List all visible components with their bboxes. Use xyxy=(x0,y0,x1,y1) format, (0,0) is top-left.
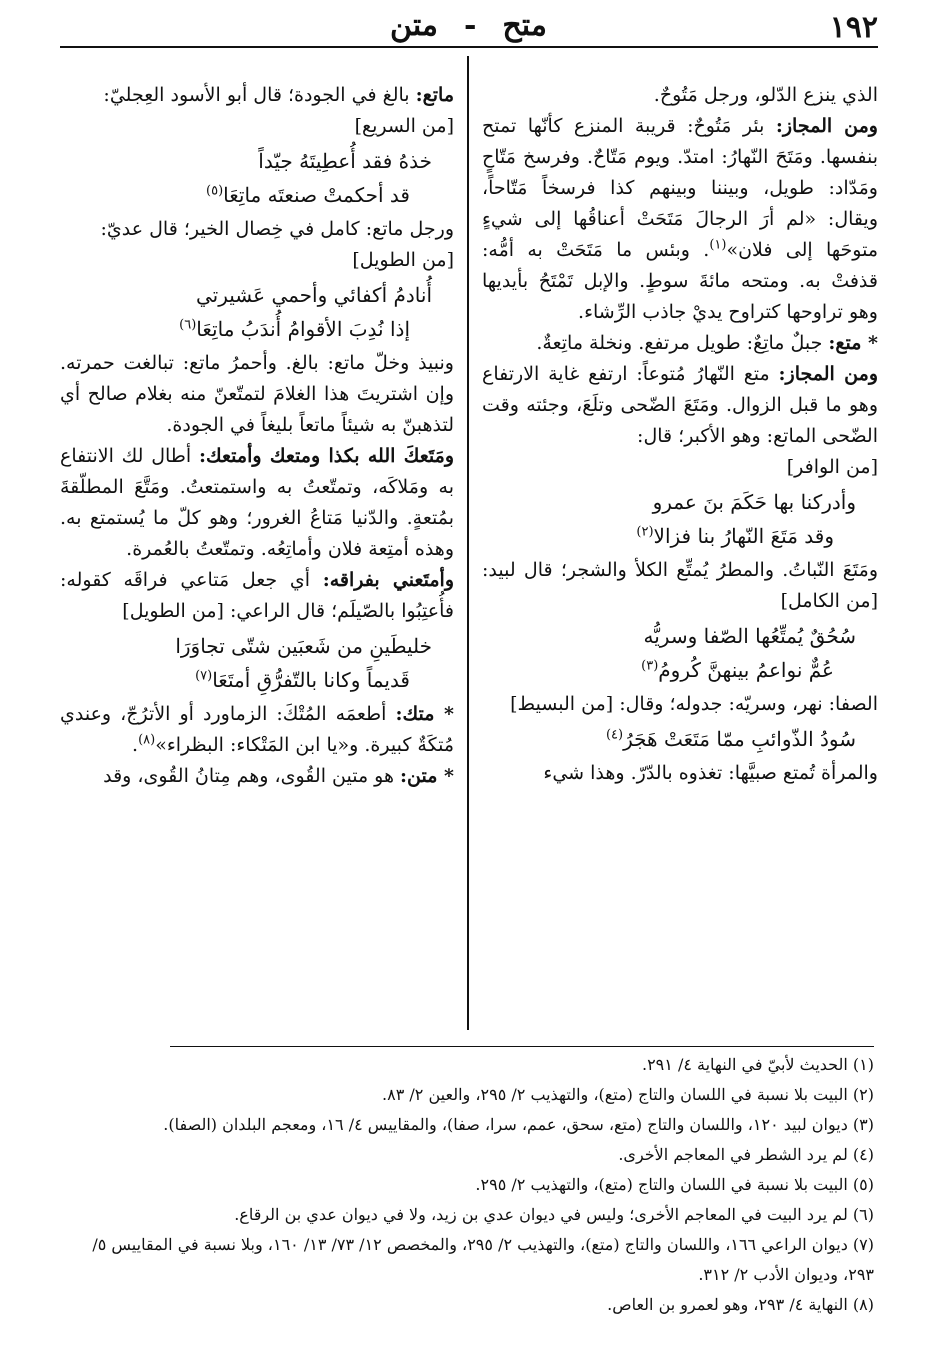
paragraph xyxy=(482,359,878,452)
verse-hemistich: سُحُقٌ يُمتِّعُها الصّفا وسريُّه xyxy=(643,624,856,648)
entry-heading: ومن المجاز: xyxy=(775,115,878,137)
paragraph: والمرأة تُمتع صبيَّها: تغذوه بالدّرّ. وهذا شيء xyxy=(543,762,878,784)
entry-text: جبلٌ ماتِعٌ: طويل مرتفع. ونخلة ماتِعةٌ. xyxy=(536,332,829,354)
footnote: (٤) لم يرد الشطر في المعاجم الأخرى. xyxy=(618,1145,874,1164)
footnote: (١) الحديث لأبيّ في النهاية ٤/ ٢٩١. xyxy=(641,1055,874,1074)
footnote: (٨) النهاية ٤/ ٢٩٣، وهو لعمرو بن العاص. xyxy=(607,1295,874,1314)
paragraph: ومَتَعَ النّباتُ. والمطرُ يُمتِّع الكلأ والشجر؛ قال لبيد: [من الكامل] xyxy=(482,559,878,612)
footnote: (٧) ديوان الراعي ١٦٦، واللسان والتاج (متع)، والتهذيب ٢/ ٢٩٥، والمخصص ١٢/ ٧٣/ ١٣/ ١٦٠، وبلا نسبة في المقاييس ٥/ ٢٩٣، وديوان الأدب ٢/ ٣١٢. xyxy=(92,1235,874,1284)
entry-heading: * متن: xyxy=(400,765,454,787)
verse-hemistich: أُنادمُ أكفائي وأحمي عَشيرتي xyxy=(196,283,432,307)
paragraph xyxy=(60,80,454,111)
verse-hemistich xyxy=(60,178,454,212)
page-header xyxy=(60,6,878,48)
running-head-second: متن xyxy=(390,8,438,43)
paragraph xyxy=(60,565,454,627)
page-number: ١٩٢ xyxy=(829,10,878,45)
verse-hemistich: وأدركنا بها حَكَمَ بنَ عمرو xyxy=(652,490,856,514)
verse-hemistich: خليطَينِ من شَعبَين شتّى تجاوَرَا xyxy=(175,634,432,658)
left-column xyxy=(60,80,454,792)
column-divider xyxy=(467,56,469,1030)
paragraph xyxy=(60,699,454,761)
paragraph: الصفا: نهر، وسريّه: جدوله؛ وقال: [من البسيط] xyxy=(510,693,878,715)
footnote-ref: (١) xyxy=(709,237,727,253)
footnote-ref: (٧) xyxy=(195,668,213,684)
verse-text: قد أحكمتْ صنعتَه ماتِعَا xyxy=(223,183,410,207)
verse-text: عُمٌّ نواعمُ بينهنَّ كُرومُ xyxy=(658,658,834,682)
verse xyxy=(60,278,454,346)
footnote: (٦) لم يرد البيت في المعاجم الأخرى؛ وليس في ديوان عدي بن زيد، ولا في ديوان عدي بن الرقاع. xyxy=(234,1205,874,1224)
entry-heading: ماتع: xyxy=(415,84,454,106)
footnote-rule xyxy=(170,1046,874,1047)
entry-heading: * متع: xyxy=(828,332,878,354)
entry-heading: ومن المجاز: xyxy=(778,363,878,385)
footnote-ref: (٣) xyxy=(641,658,659,674)
entry-text: أي جعل مَتاعي فراقَه كقوله: فأُعتِبُوا بالصّيلَم؛ قال الراعي: [من الطويل] xyxy=(60,569,454,622)
footnote-ref: (٤) xyxy=(605,727,624,743)
footnote-ref: (٦) xyxy=(179,317,197,333)
footnote: (٢) البيت بلا نسبة في اللسان والتاج (متع)، والتهذيب ٢/ ٢٩٥، والعين ٢/ ٨٣. xyxy=(382,1085,874,1104)
paragraph xyxy=(60,441,454,565)
footnote: (٥) البيت بلا نسبة في اللسان والتاج (متع)، والتهذيب ٢/ ٢٩٥. xyxy=(475,1175,874,1194)
entry-text: أطال لك الانتفاع به ومَلاكَه، وتمتّعتُ به واستمتعتُ. ومَتَّعَ المطلّقةَ بمُتعةٍ. والدّنيا مَتاعُ الغرور؛ وهو كلّ ما يُستمتع به. وهذه أمتِعة فلان وأماتِعُه. وتمتّعتُ بالعُمرة. xyxy=(60,445,454,560)
right-column xyxy=(482,80,878,789)
meter-label: [من الوافر] xyxy=(786,456,878,478)
entry-text: متع النّهارُ مُتوعاً: ارتفع غاية الارتفاع وهو ما قبل الزوال. ومَتَعَ الضّحى وتلَعَ، وجئته وقت الضّحى الماتع: وهو الأكبر؛ قال: xyxy=(482,363,878,447)
verse-hemistich: خذهُ فقد أُعطِيتَهُ جيّداً xyxy=(258,149,432,173)
meter-label: [من الطويل] xyxy=(352,249,454,271)
entry-heading: ومَتَعكَ الله بكذا ومتعك وأمتعك: xyxy=(198,445,454,467)
footnotes xyxy=(62,1050,874,1320)
verse-hemistich xyxy=(482,519,878,553)
entry-text: بالغ في الجودة؛ قال أبو الأسود العِجليّ: xyxy=(103,84,416,106)
entry-text: بئر مَتُوحٌ: قريبة المنزع كأنّها تمتح بنفسها. ومَتَحَ النّهارُ: امتدّ. ويوم مَتّاحٌ. وفرسخ مَتّاحٍ ومَدّاد: طويل، وبيننا وبينهم كذا فرسخاً مَتّاحاً، ويقال: «لم أرَ الرجالَ مَتَحَتْ أعناقُها إلى شيءٍ متوحَها إلى فلان» xyxy=(482,115,879,261)
entry-text: أطعمَه المُتْكَ: الزماورد أو الأترُجّ، وعندي مُتكَةٌ كبيرة. و«يا ابن المَتْكاء: البظراء» xyxy=(60,703,454,756)
verse xyxy=(60,629,454,697)
running-head xyxy=(390,8,547,43)
verse xyxy=(482,485,878,553)
entry-text: . xyxy=(132,734,139,756)
footnote-ref: (٨) xyxy=(138,732,156,748)
verse-text: قَديماً وكانا بالتّفرُّقِ أمتَعَا xyxy=(212,668,410,692)
paragraph: ونبيذ وخلّ ماتع: بالغ. وأحمرُ ماتع: تبالغت حمرته. وإن اشتريتَ هذا الغلامَ لتمتّعنّ منه بغلام صالح أي لتذهبنّ به شيئاً ماتعاً بليغاً في الجودة. xyxy=(60,352,454,436)
verse-hemistich xyxy=(60,663,454,697)
verse-hemistich xyxy=(482,653,878,687)
verse xyxy=(60,144,454,212)
paragraph xyxy=(60,761,454,792)
entry-heading: * متك: xyxy=(395,703,454,725)
verse xyxy=(482,722,878,756)
verse-text: إذا نُدِبَ الأقوامُ أُندَبُ ماتِعَا xyxy=(196,317,410,341)
footnote-ref: (٢) xyxy=(636,524,654,540)
paragraph: ورجل ماتع: كامل في خِصال الخير؛ قال عديّ: xyxy=(100,218,454,240)
running-head-first: متح xyxy=(502,8,547,43)
paragraph: الذي ينزع الدّلو، ورجل مَتُوحٌ. xyxy=(653,84,878,106)
running-head-separator: - xyxy=(463,8,477,43)
meter-label: [من السريع] xyxy=(354,115,454,137)
paragraph xyxy=(482,111,878,328)
entry-text: . وبئس ما مَتَحَتْ به أمُّه: قذفتْ به. ومتحه مائةَ سوطٍ. والإبل تَمْتَحُ بأيديها وهو تراوحها كتراوح يديْ جاذب الرِّشاء. xyxy=(482,239,878,323)
footnote-ref: (٥) xyxy=(206,183,224,199)
verse-hemistich xyxy=(60,312,454,346)
paragraph xyxy=(482,328,878,359)
entry-heading: وأمتَعني بفراقه: xyxy=(322,569,454,591)
entry-text: هو متين القُوى، وهم مِتانُ القُوى، وقد xyxy=(103,765,401,787)
verse xyxy=(482,619,878,687)
verse-text: سُودُ الذّوائبِ ممّا مَتَعَتْ هَجَرُ xyxy=(623,727,856,751)
footnote: (٣) ديوان لبيد ١٢٠، واللسان والتاج (متع، سحق، عمم، سرا، صفا)، والمقاييس ٤/ ١٦، ومعجم البلدان (الصفا). xyxy=(163,1115,874,1134)
verse-text: وقد مَتَعَ النّهارُ بنا فزالا xyxy=(653,524,834,548)
verse-hemistich xyxy=(482,722,878,756)
